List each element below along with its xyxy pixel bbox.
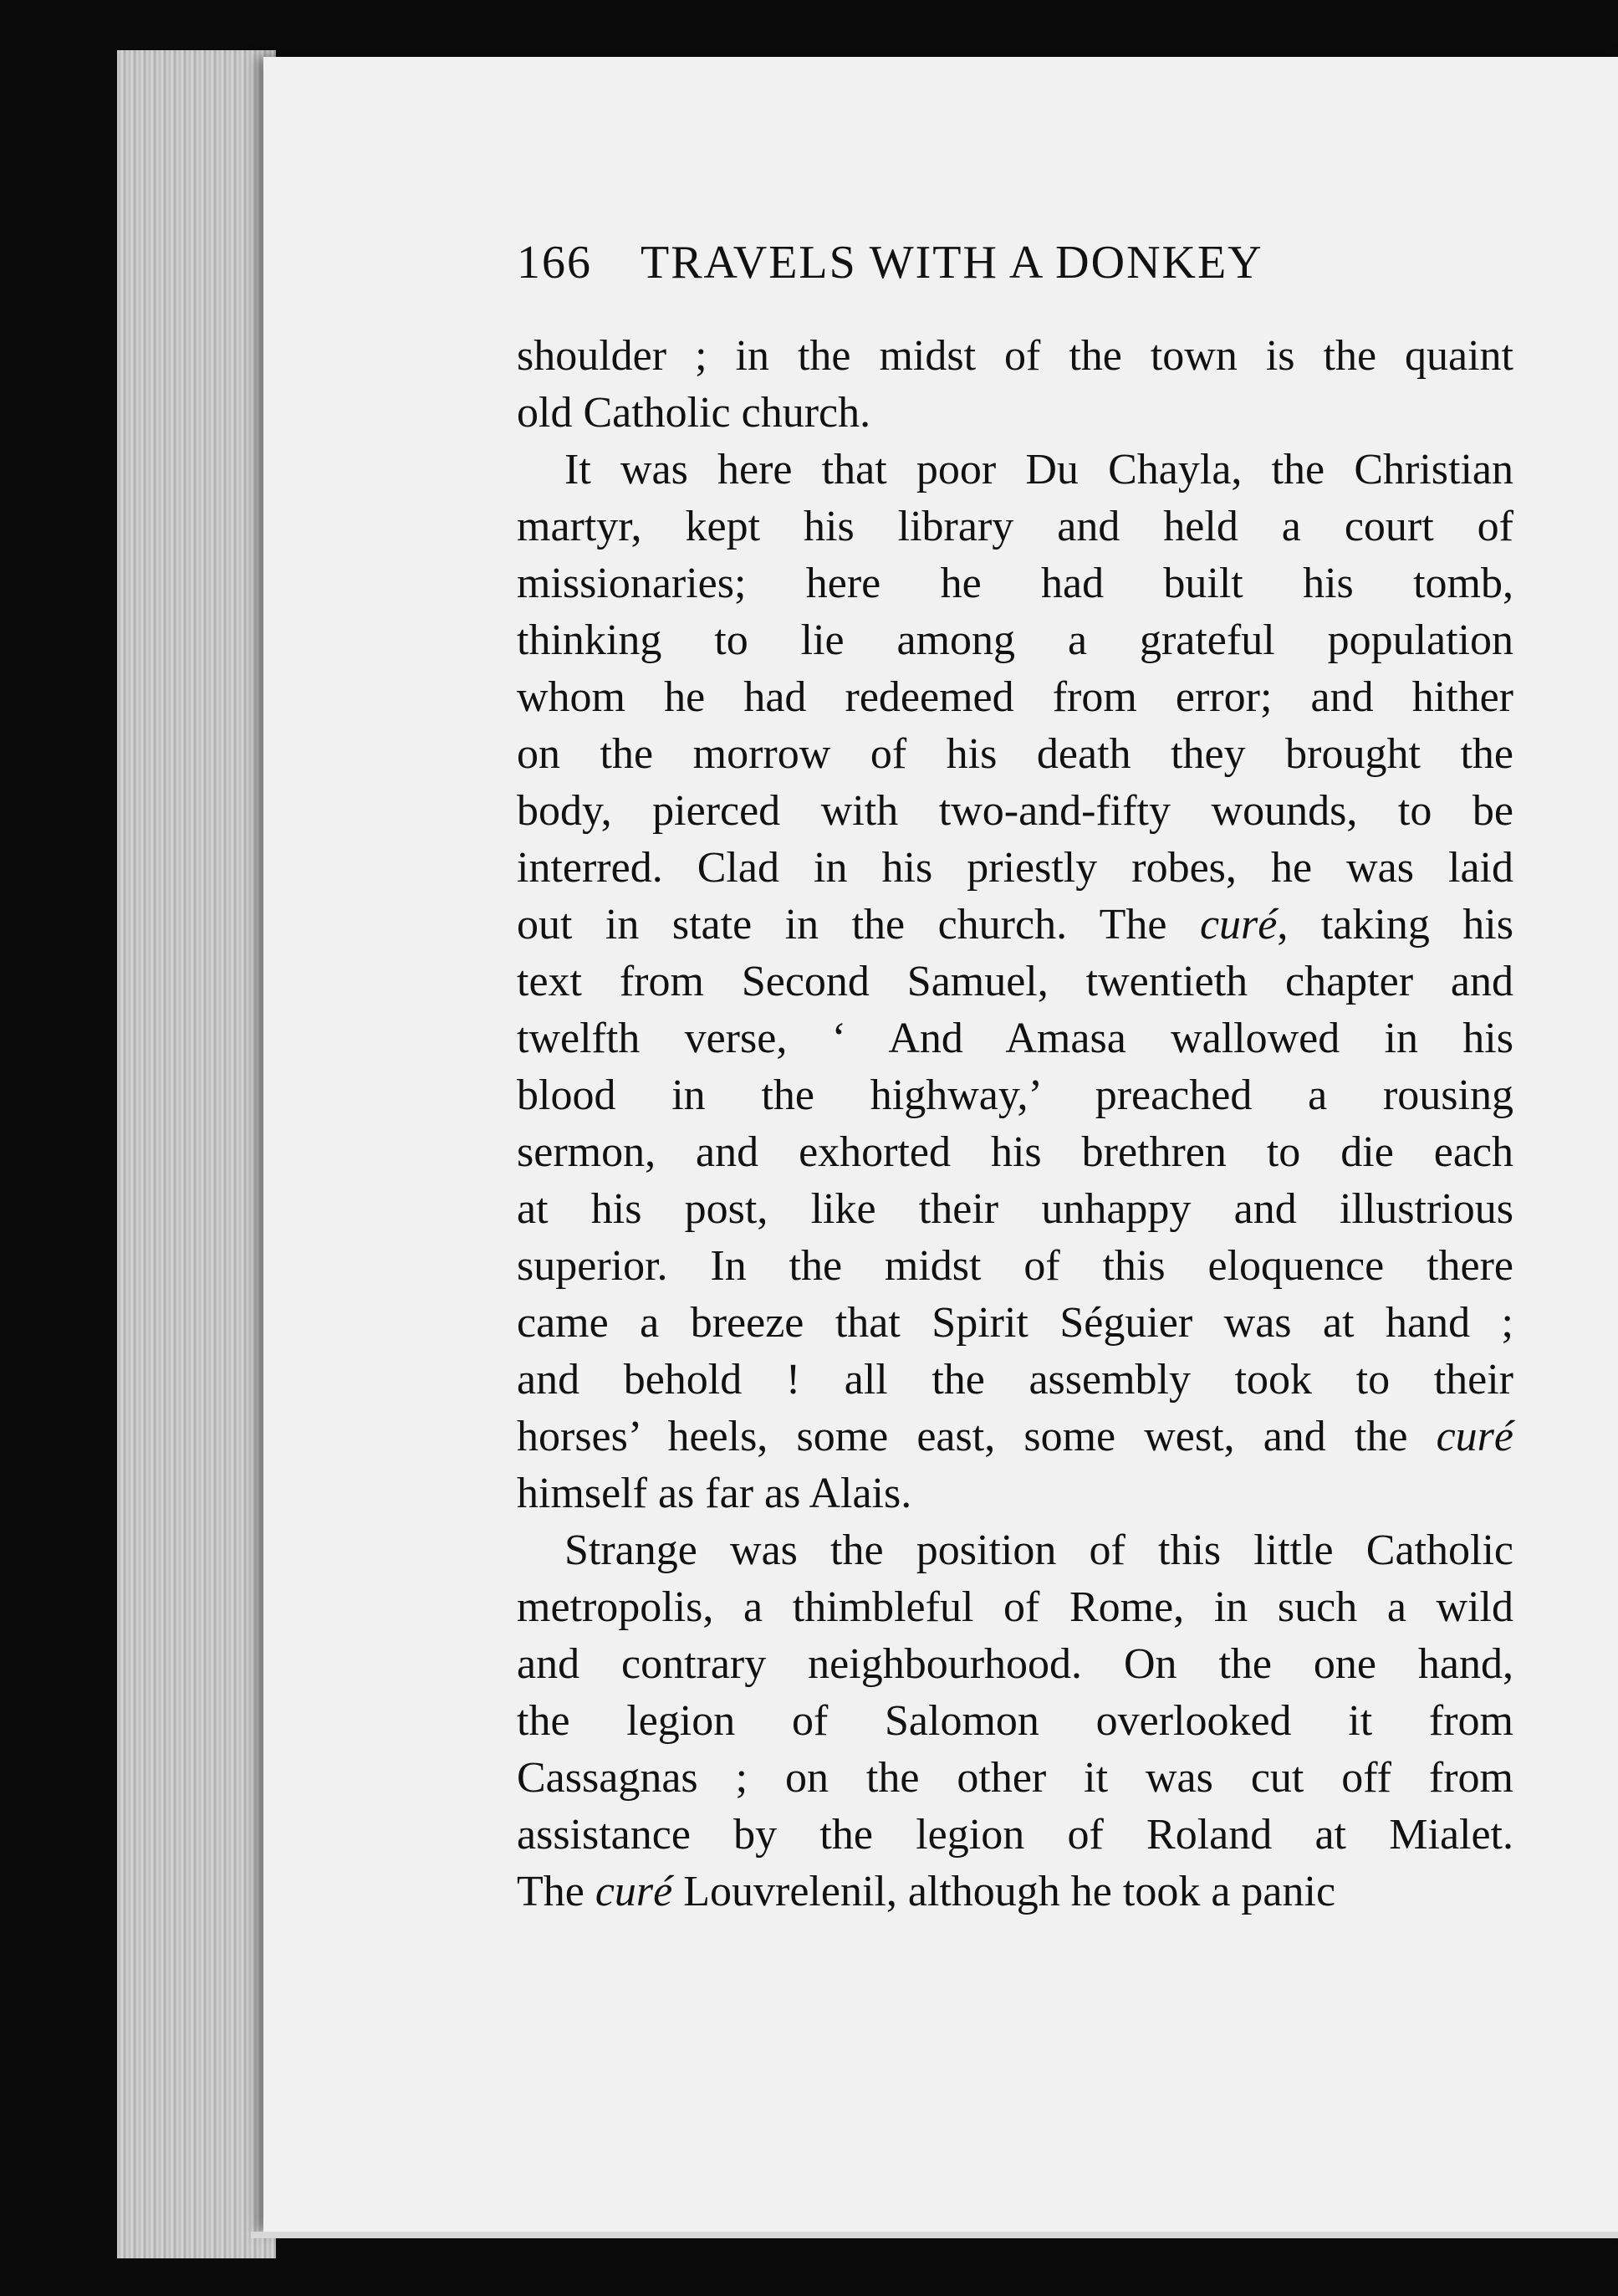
body-text xyxy=(517,328,1513,1920)
paragraph xyxy=(517,1522,1513,1920)
text-line: old Catholic church. xyxy=(517,389,871,437)
paragraph xyxy=(517,442,1513,1522)
text-line: sermon, and exhorted his brethren to die each xyxy=(517,1128,1513,1176)
text-line: horses’ heels, some east, some west, and the curé xyxy=(517,1413,1513,1460)
text-line: whom he had redeemed from error; and hither xyxy=(517,673,1513,721)
text-line: and behold ! all the assembly took to their xyxy=(517,1356,1513,1404)
page-number: 166 xyxy=(517,237,592,289)
running-title: TRAVELS WITH A DONKEY xyxy=(641,237,1263,289)
book-page-edges xyxy=(117,50,276,2258)
text-line: It was here that poor Du Chayla, the Christian xyxy=(564,446,1513,493)
italic-word: curé xyxy=(1199,901,1278,949)
text-line: out in state in the church. The curé, taking his xyxy=(517,901,1513,949)
text-line: assistance by the legion of Roland at Mialet. xyxy=(517,1811,1513,1859)
text-line: twelfth verse, ‘ And Amasa wallowed in his xyxy=(517,1015,1513,1062)
text-line: superior. In the midst of this eloquence there xyxy=(517,1242,1513,1290)
text-line: blood in the highway,’ preached a rousing xyxy=(517,1071,1513,1119)
text-line: missionaries; here he had built his tomb, xyxy=(517,560,1513,607)
text-line: the legion of Salomon overlooked it from xyxy=(517,1697,1513,1745)
paragraph xyxy=(517,328,1513,442)
text-line: thinking to lie among a grateful population xyxy=(517,616,1513,664)
text-line: himself as far as Alais. xyxy=(517,1470,912,1517)
text-line: at his post, like their unhappy and illustrious xyxy=(517,1185,1513,1233)
text-line: interred. Clad in his priestly robes, he was laid xyxy=(517,844,1513,892)
text-line: on the morrow of his death they brought the xyxy=(517,730,1513,778)
text-line: The curé Louvrelenil, although he took a panic xyxy=(517,1868,1336,1915)
text-line: Cassagnas ; on the other it was cut off from xyxy=(517,1754,1513,1802)
text-line: Strange was the position of this little Catholic xyxy=(564,1526,1513,1574)
text-line: shoulder ; in the midst of the town is the quaint xyxy=(517,332,1513,380)
text-line: came a breeze that Spirit Séguier was at hand ; xyxy=(517,1299,1513,1347)
italic-word: curé xyxy=(1436,1413,1513,1460)
page-bottom-edge xyxy=(251,2232,1618,2238)
running-header xyxy=(517,236,1520,289)
italic-word: curé xyxy=(595,1868,673,1915)
text-line: and contrary neighbourhood. On the one hand, xyxy=(517,1640,1513,1688)
text-line: text from Second Samuel, twentieth chapter and xyxy=(517,958,1513,1005)
text-line: metropolis, a thimbleful of Rome, in such a wild xyxy=(517,1583,1513,1631)
text-line: body, pierced with two-and-fifty wounds, to be xyxy=(517,787,1513,835)
text-line: martyr, kept his library and held a court of xyxy=(517,503,1513,550)
